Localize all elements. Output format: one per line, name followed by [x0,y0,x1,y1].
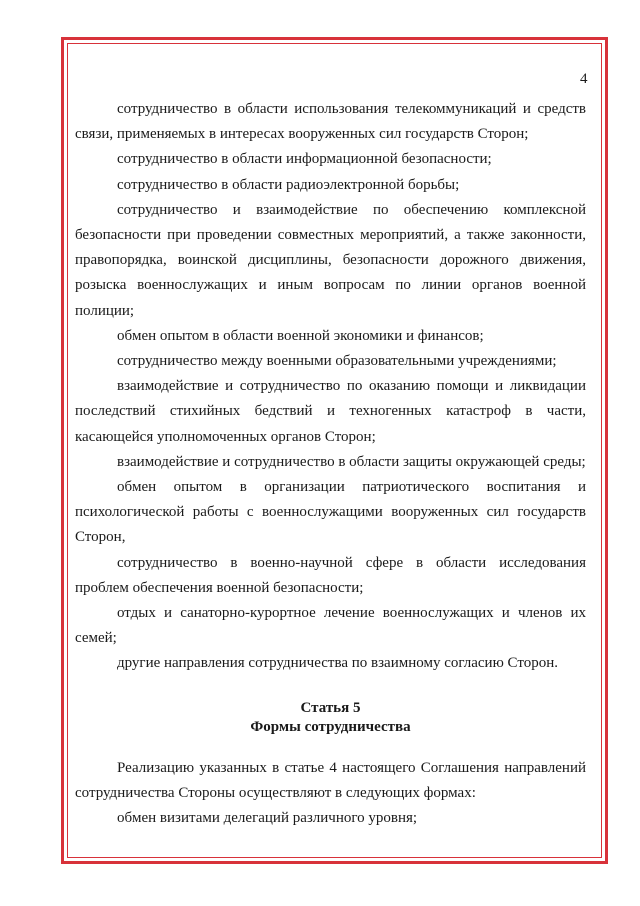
article-title: Формы сотрудничества [250,718,411,735]
paragraph: сотрудничество в военно-научной сфере в области исследования проблем обеспечения военной безопасности; [75,554,586,596]
paragraph: сотрудничество в области информационной безопасности; [117,151,492,168]
paragraph: сотрудничество в области радиоэлектронной борьбы; [117,176,460,193]
paragraph: обмен визитами делегаций различного уровня; [117,810,418,827]
paragraph: сотрудничество и взаимодействие по обеспечению комплексной безопасности при проведении совместных мероприятий, а также законности, правопорядка, воинской дисциплины, безопасности дорожного движения, розыска военнослужащих и иным вопросам по линии органов военной полиции; [75,201,586,319]
paragraph: сотрудничество между военными образовательными учреждениями; [117,353,557,370]
paragraph: Реализацию указанных в статье 4 настоящего Соглашения направлений сотрудничества Стороны осуществляют в следующих формах: [75,759,586,801]
article-heading [75,699,586,737]
paragraph: сотрудничество в области использования телекоммуникаций и средств связи, применяемых в интересах вооруженных сил государств Сторон; [75,101,586,143]
paragraph: другие направления сотрудничества по взаимному согласию Сторон. [117,655,558,672]
paragraph: взаимодействие и сотрудничество в области защиты окружающей среды; [117,453,586,470]
paragraph: обмен опытом в организации патриотического воспитания и психологической работы с военнослужащими вооруженных сил государств Сторон, [75,479,586,546]
article-number: Статья 5 [300,699,361,716]
paragraph: взаимодействие и сотрудничество по оказанию помощи и ликвидации последствий стихийных бедствий и техногенных катастроф в части, касающейся уполномоченных органов Сторон; [75,378,586,445]
paragraph: обмен опытом в области военной экономики и финансов; [117,327,484,344]
page-number: 4 [580,71,588,87]
document-body [75,97,586,831]
paragraph: отдых и санаторно-курортное лечение военнослужащих и членов их семей; [75,605,586,647]
